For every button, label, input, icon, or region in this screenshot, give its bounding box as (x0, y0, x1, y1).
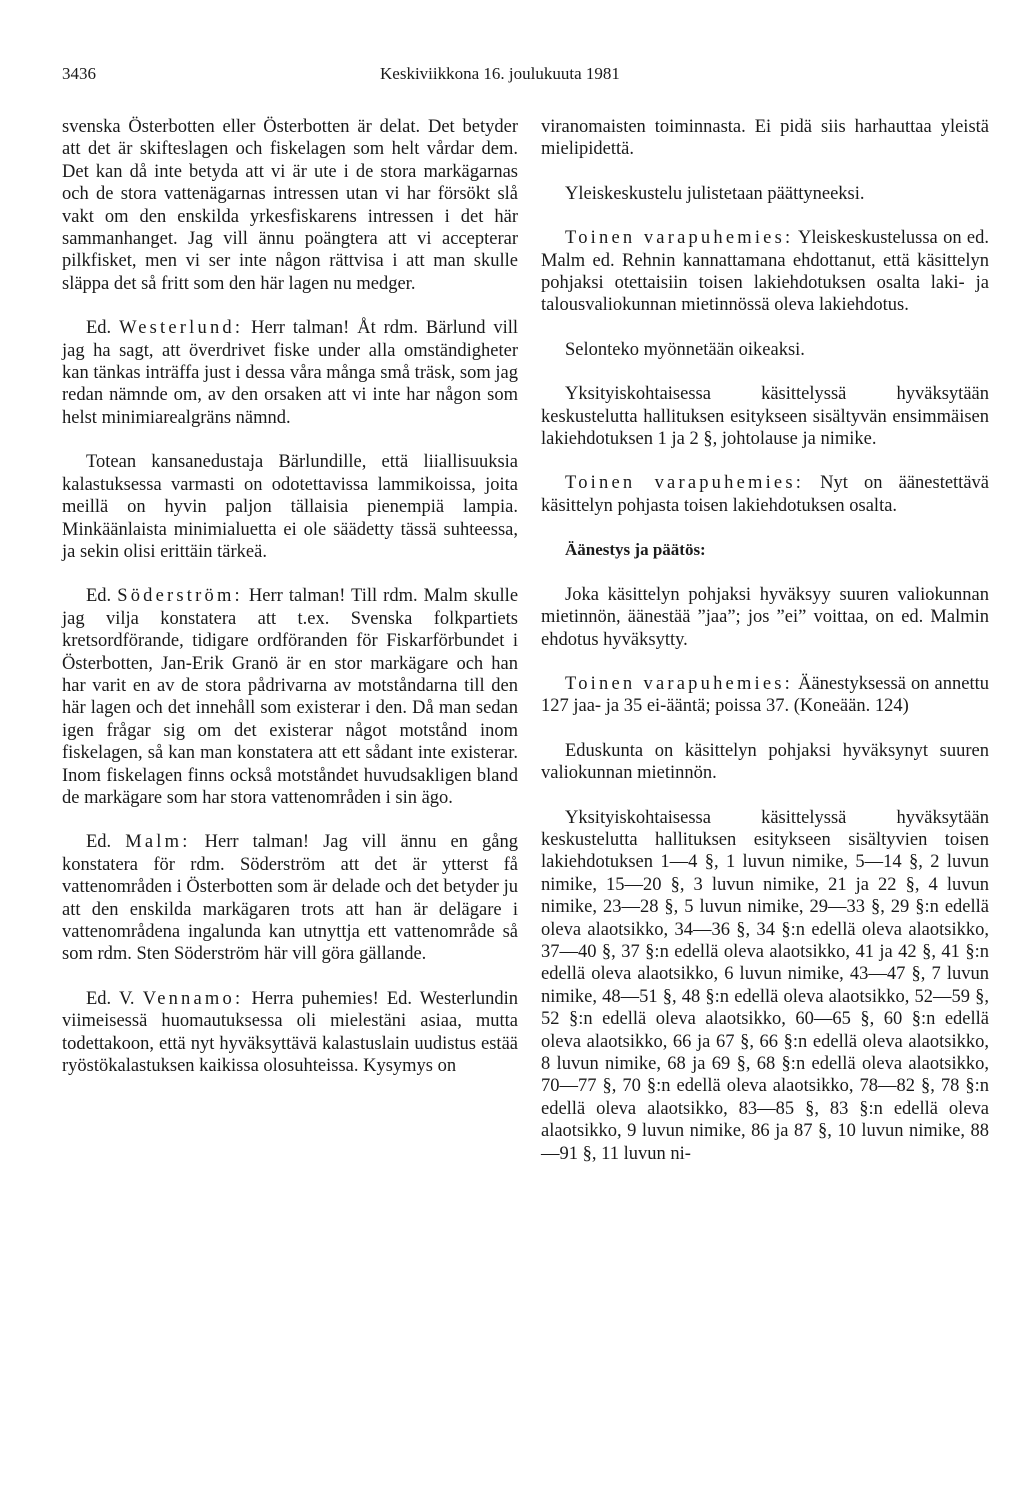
speech-text: Herr talman! Till rdm. Malm skulle jag vilja konstatera att t.ex. Svenska folkpartiets kretsordförande, tidigare ordföranden för Fiskarförbundet i Österbotten, Jan-Erik Granö är en stor markägare och han har varit en av de stora pådrivarna av motståndarna till den här lagen och det innehåll som existerar i den. Då man sedan igen frågar sig om det existerar något motstånd inom fiskelagen, så kan man konstatera att ett sådant inte existerar. Inom fiskelagen finns också motståndet huvudsakligen bland de markägare som har stora vattenområden i sin ägo. (62, 586, 519, 808)
speech-paragraph (62, 585, 518, 809)
speech-text: Herr talman! Åt rdm. Bärlund vill jag ha sagt, att överdrivet fiske under alla omständigheter kan tänkas inträffa just i dessa våra många små träsk, som jag redan nämnde om, av den orsaken att vi inte har någon som helst minimiarealgräns nämnd. (62, 318, 519, 428)
speech-text: Herra puhemies! Ed. Westerlundin viimeisessä huomautuksessa oli mielestäni asiaa, mutta todettakoon, että nyt hyväksyttävä kalastuslain uudistus estää ryöstökalastuksen kaikissa olosuhteissa. Kysymys on (62, 988, 518, 1077)
paragraph: Yksityiskohtaisessa käsittelyssä hyväksytään keskustelutta hallituksen esitykseen sisältyvien toisen lakiehdotuksen 1—4 §, 1 luvun nimike, 5—14 §, 2 luvun nimike, 15—20 §, 3 luvun nimike, 21 ja 22 §, 4 luvun nimike, 23—28 §, 5 luvun nimike, 29—33 §, 29 §:n edellä oleva alaotsikko, 34—36 §, 34 §:n edellä oleva alaotsikko, 37—40 §, 37 §:n edellä oleva alaotsikko, 41 ja 42 §, 41 §:n edellä oleva alaotsikko, 6 luvun nimike, 43—47 §, 7 luvun nimike, 48—51 §, 48 §:n edellä oleva alaotsikko, 52—59 §, 52 §:n edellä oleva alaotsikko, 60—65 §, 60 §:n edellä oleva alaotsikko, 66 ja 67 §, 66 §:n edellä oleva alaotsikko, 8 luvun nimike, 68 ja 69 §, 68 §:n edellä oleva alaotsikko, 70—77 §, 70 §:n edellä oleva alaotsikko, 78—82 §, 78 §:n edellä oleva alaotsikko, 83—85 §, 83 §:n edellä oleva alaotsikko, 9 luvun nimike, 86 ja 87 §, 10 luvun nimike, 88—91 §, 11 luvun ni- (541, 807, 989, 1164)
speaker-name: Toinen varapuhemies: (565, 673, 794, 694)
speech-paragraph (62, 317, 518, 429)
page-number: 3436 (62, 64, 96, 83)
speech-prefix: Ed. (86, 318, 112, 339)
left-column (62, 116, 518, 1099)
paragraph: Joka käsittelyn pohjaksi hyväksyy suuren valiokunnan mietinnön, äänestää ”jaa”; jos ”ei” voittaa, on ed. Malmin ehdotus hyväksytty. (541, 584, 989, 650)
speech-paragraph (62, 988, 518, 1078)
speech-paragraph (541, 472, 989, 517)
speech-text: Nyt on äänestettävä käsittelyn pohjasta toisen lakiehdotuksen osalta. (541, 473, 989, 516)
speech-text: Herr talman! Jag vill ännu en gång konstatera för rdm. Söderström att det är ytterst få vattenområden i Österbotten som är delade och det betyder ju att den enskilda markägaren trots att han är delägare i vattenområdena ingalunda kan utnyttja ett vattenområde så som rdm. Sten Söderström här vill göra gällande. (62, 832, 519, 965)
speech-prefix: Ed. (86, 586, 112, 607)
speaker-name: Vennamo: (142, 988, 244, 1009)
paragraph: viranomaisten toiminnasta. Ei pidä siis harhauttaa yleistä mielipidettä. (541, 117, 989, 160)
paragraph: svenska Österbotten eller Österbotten är delat. Det betyder att det är skifteslagen och fiskelagen som helt vårdar dem. Det kan då inte betyda att vi är ute i de stora markägarnas och de stora vattenägarnas intressen utan vi har försökt slå vakt om den enskilda yrkesfiskarens intressen i det här sammanhanget. Jag vill ännu poängtera att vi accepterar pilkfisket, men vi ser inte någon rättvisa i att man skulle släppa det så fritt som den här lagen nu medger. (62, 117, 518, 294)
speaker-name: Toinen varapuhemies: (565, 473, 805, 494)
speech-paragraph (62, 831, 518, 965)
running-title: Keskiviikkona 16. joulukuuta 1981 (380, 64, 620, 83)
speaker-name: Söderström: (117, 586, 243, 607)
speaker-name: Westerlund: (119, 318, 244, 339)
page-header (62, 64, 962, 88)
speaker-name: Toinen varapuhemies: (565, 228, 794, 249)
paragraph: Yleiskeskustelu julistetaan päättyneeksi. (565, 183, 865, 204)
paragraph: Selonteko myönnetään oikeaksi. (565, 339, 805, 360)
paragraph: Totean kansanedustaja Bärlundille, että liiallisuuksia kalastuksessa varmasti on odotettavissa lammikoissa, joita meillä on hyvin paljon tällaisia pienempiä lampia. Minkäänlaista minimialuetta ei ole säädetty tässä suhteessa, ja sekin olisi erittäin tärkeä. (62, 452, 518, 562)
speech-text: Yleiskeskustelussa on ed. Malm ed. Rehnin kannattamana ehdottanut, että käsittelyn pohjaksi otettaisiin toisen lakiehdotuksen osalta laki- ja talousvaliokunnan mietinnössä oleva lakiehdotus. (541, 228, 989, 316)
right-column (541, 116, 989, 1187)
speech-paragraph (541, 673, 989, 718)
speech-prefix: Ed. V. (86, 988, 135, 1009)
section-heading: Äänestys ja päätös: (565, 540, 706, 560)
speaker-name: Malm: (125, 832, 191, 853)
speech-paragraph (541, 227, 989, 317)
paragraph: Eduskunta on käsittelyn pohjaksi hyväksynyt suuren valiokunnan mietinnön. (541, 740, 989, 784)
speech-prefix: Ed. (86, 832, 112, 853)
speech-text: Äänestyksessä on annettu 127 jaa- ja 35 ei-ääntä; poissa 37. (Koneään. 124) (541, 673, 990, 717)
paragraph: Yksityiskohtaisessa käsittelyssä hyväksytään keskustelutta hallituksen esitykseen sisältyvän ensimmäisen lakiehdotuksen 1 ja 2 §, johtolause ja nimike. (541, 384, 989, 450)
